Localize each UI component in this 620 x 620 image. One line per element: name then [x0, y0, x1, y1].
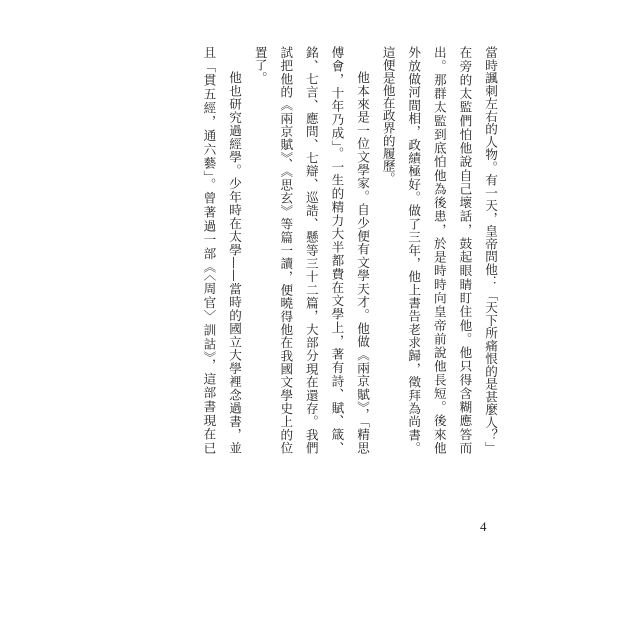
- text-column: 出。那群太監到底怕他為後患，於是時時向皇帝前說他長短。後來他: [431, 46, 447, 454]
- page-number: 4: [480, 519, 487, 534]
- text-column: 試把他的《兩京賦》、《思玄》等篇一讀，便曉得他在我國文學史上的位: [278, 46, 294, 454]
- text-column-paragraph-end: 置了。: [252, 46, 268, 84]
- text-column-paragraph-start: 他也研究過經學。少年時在太學——當時的國立大學裡念過書，並: [227, 71, 243, 454]
- text-column: 當時諷刺左右的人物。有一天，皇帝問他：「天下所痛恨的是甚麼人？」: [483, 46, 498, 454]
- text-column: 外放做河間相，政績極好。做了三年，他上書告老求歸，徵拜為尚書。: [406, 46, 422, 454]
- text-column-paragraph-end: 這便是他在政界的履歷。: [380, 46, 396, 185]
- text-column: 在旁的太監們怕他說自己壞話，鼓起眼睛盯住他。他只得含糊應答而: [457, 46, 473, 454]
- text-column: 銘、七言、應問、七辯、巡誥、懸等三十二篇，大部分現在還存。我們: [303, 46, 319, 454]
- text-column: 傅會，十年乃成」。一生的精力大半都費在文學上，著有詩、賦、箴、: [329, 46, 345, 454]
- vertical-text-body: [196, 46, 503, 454]
- text-column: 且「貫五經，通六藝」。曾著過一部《〈周官〉訓詁》，這部書現在已: [201, 46, 217, 454]
- text-column-paragraph-start: 他本來是一位文學家。自少便有文學天才。他做《兩京賦》，「精思: [355, 71, 371, 454]
